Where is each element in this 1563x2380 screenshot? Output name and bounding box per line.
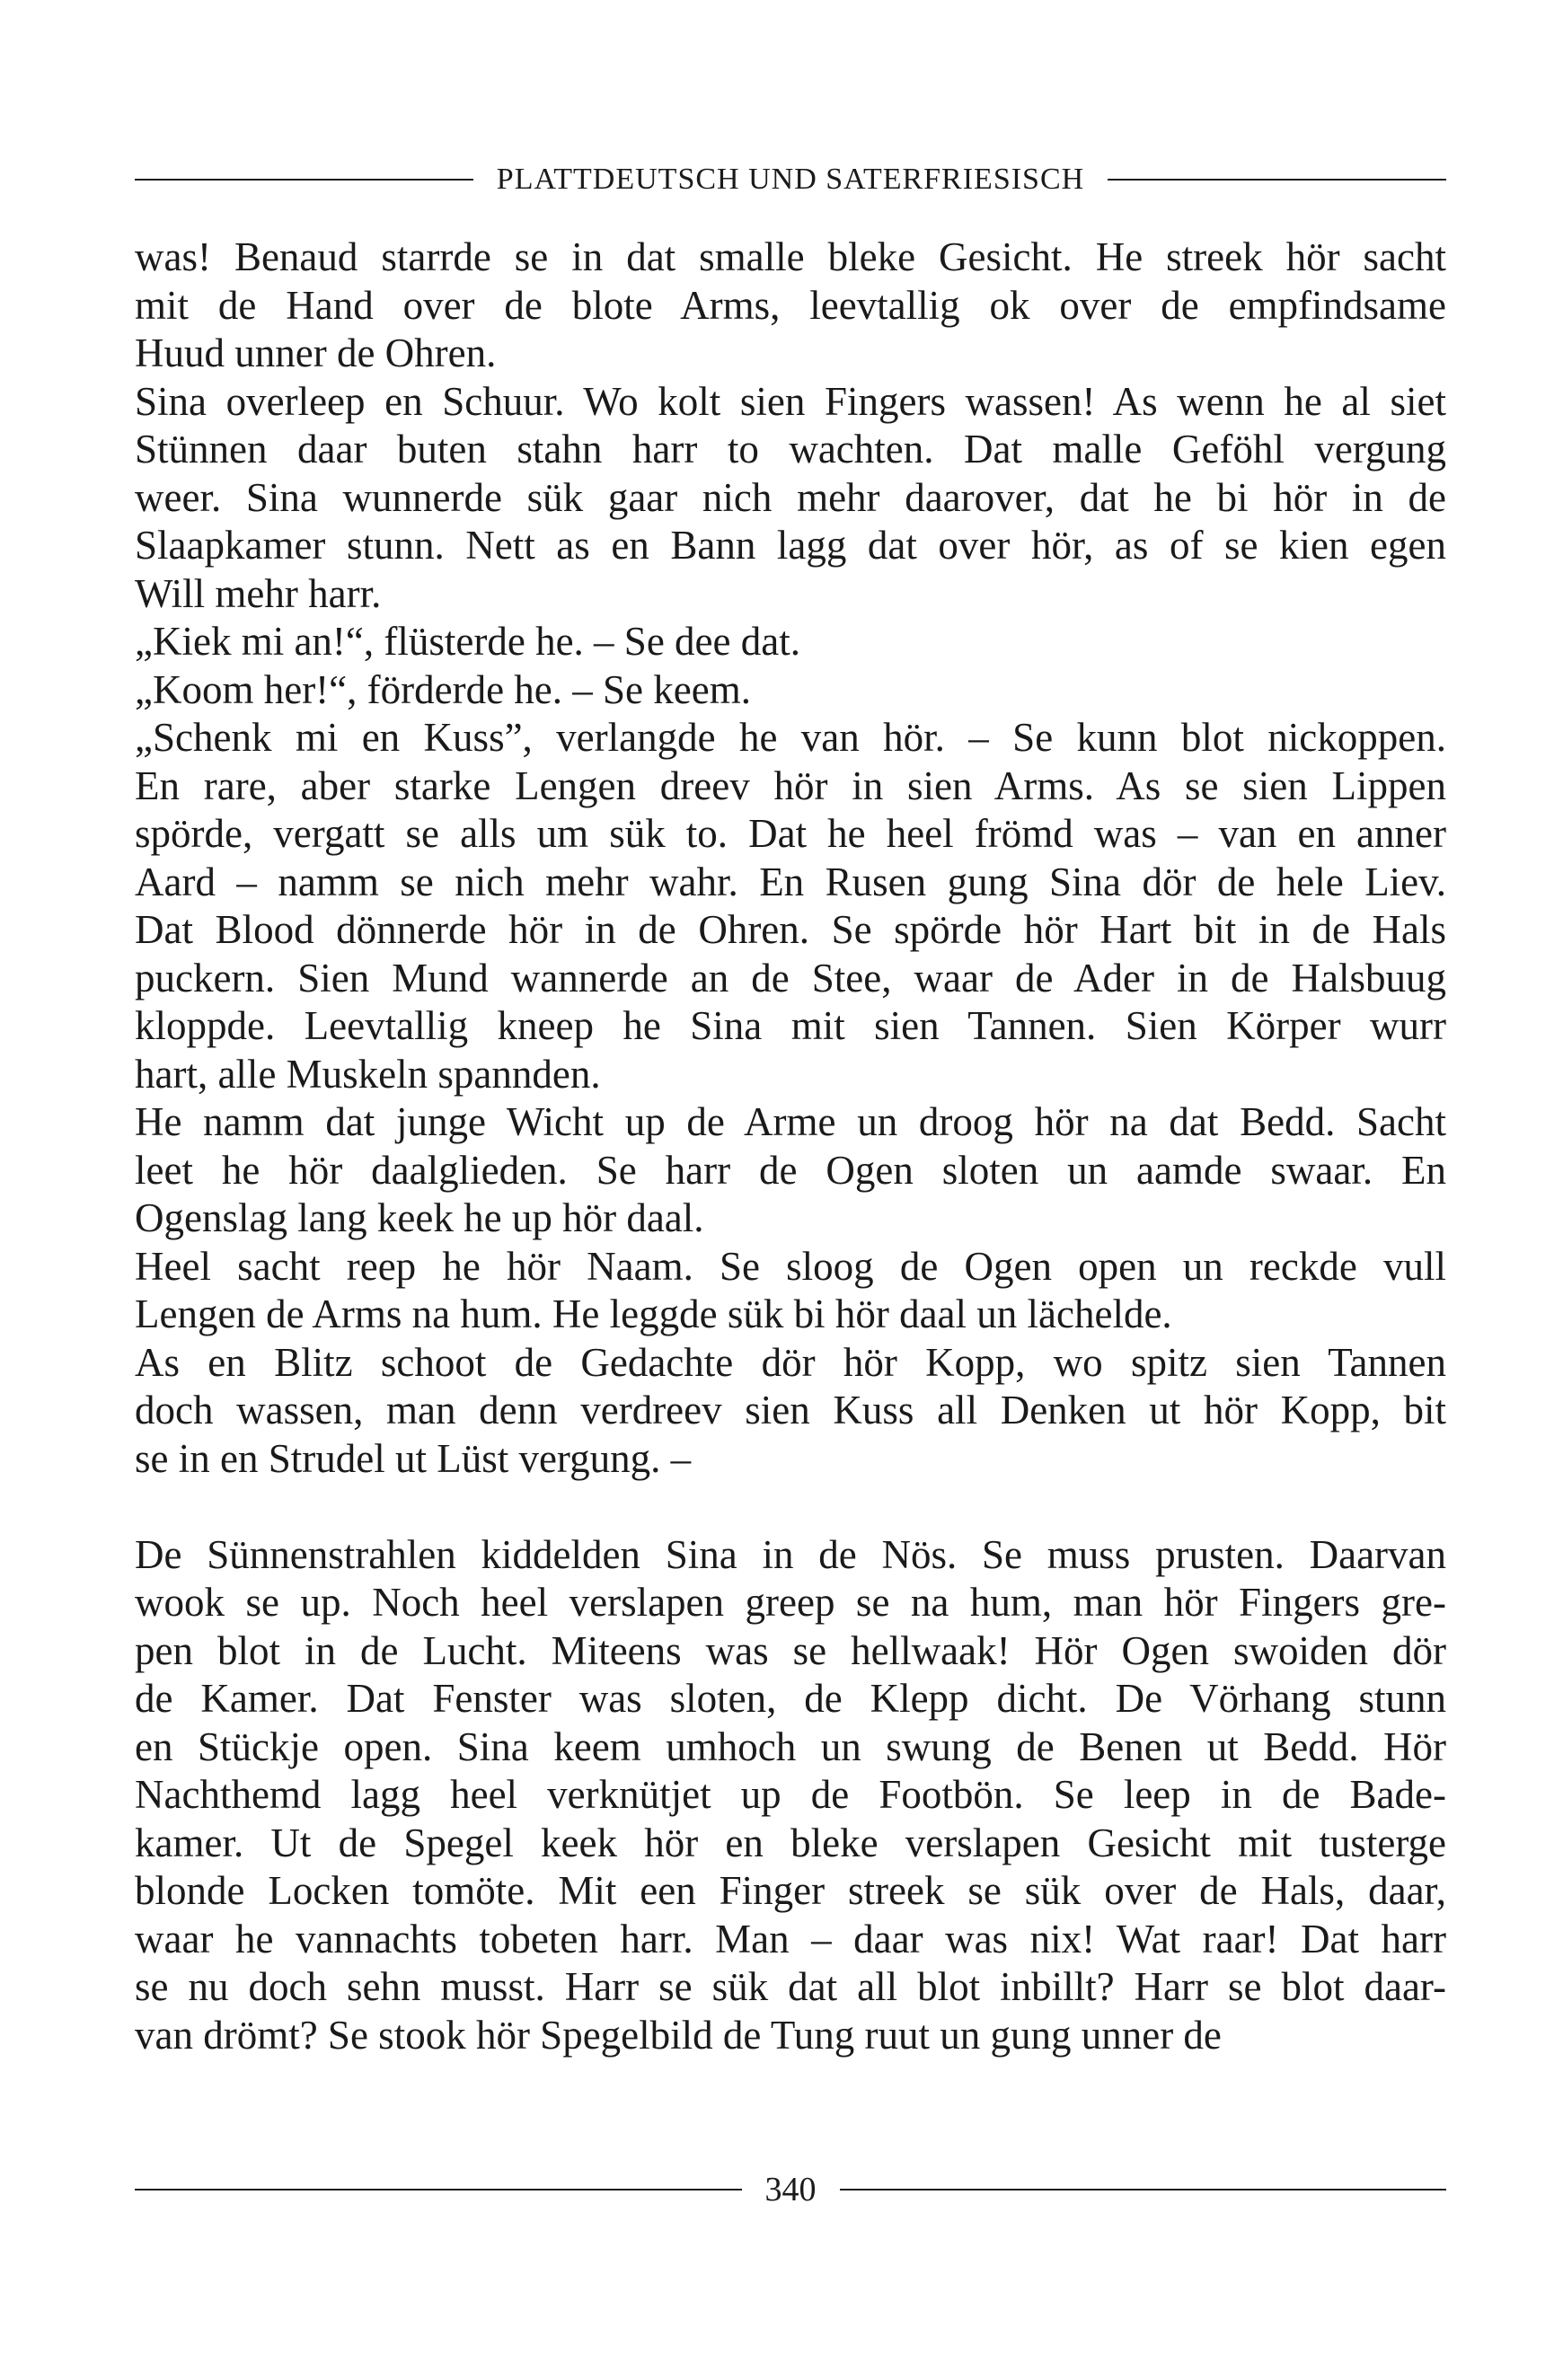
text-line: Stünnen daar buten stahn harr to wachten. Dat malle Geföhl vergung [135, 427, 1446, 472]
text-line: En rare, aber starke Lengen dreev hör in sien Arms. As se sien Lippen [135, 762, 1446, 808]
footer-rule-right [840, 2189, 1447, 2190]
body-text [135, 234, 1446, 2059]
text-line: Nachthemd lagg heel verknütjet up de Footbön. Se leep in de Bade- [135, 1772, 1446, 1817]
text-line: wook se up. Noch heel verslapen greep se na hum, man hör Fingers gre- [135, 1580, 1446, 1625]
text-line: kamer. Ut de Spegel keek hör en bleke verslapen Gesicht mit tusterge [135, 1820, 1446, 1865]
text-line: „Schenk mi en Kuss”, verlangde he van hör. – Se kunn blot nickoppen. [135, 715, 1446, 760]
text-line: se nu doch sehn musst. Harr se sük dat all blot inbillt? Harr se blot daar- [135, 1964, 1446, 2009]
text-line: Dat Blood dönnerde hör in de Ohren. Se spörde hör Hart bit in de Hals [135, 907, 1446, 952]
text-line: blonde Locken tomöte. Mit een Finger streek se sük over de Hals, daar, [135, 1868, 1446, 1913]
paragraph [135, 618, 1446, 666]
text-line: hart, alle Muskeln spannden. [135, 1051, 601, 1097]
paragraph [135, 1339, 1446, 1484]
running-header [135, 153, 1446, 207]
paragraph [135, 1243, 1446, 1339]
paragraph [135, 666, 1446, 715]
text-line: Sina overleep en Schuur. Wo kolt sien Fingers wassen! As wenn he al siet [135, 378, 1446, 424]
header-rule-right [1108, 179, 1446, 181]
paragraph [135, 378, 1446, 619]
text-line: He namm dat junge Wicht up de Arme un droog hör na dat Bedd. Sacht [135, 1099, 1446, 1144]
text-line: leet he hör daalglieden. Se harr de Ogen sloten un aamde swaar. En [135, 1147, 1446, 1193]
text-line: „Koom her!“, förderde he. – Se keem. [135, 666, 751, 712]
text-line: waar he vannachts tobeten harr. Man – daar was nix! Wat raar! Dat harr [135, 1916, 1446, 1961]
text-line: „Kiek mi an!“, flüsterde he. – Se dee dat. [135, 619, 800, 664]
text-line: De Sünnenstrahlen kiddelden Sina in de Nös. Se muss prusten. Daarvan [135, 1531, 1446, 1577]
page-footer [135, 2163, 1446, 2217]
text-line: Huud unner de Ohren. [135, 331, 497, 375]
text-line: puckern. Sien Mund wannerde an de Stee, waar de Ader in de Halsbuug [135, 955, 1446, 1000]
header-rule-left [135, 179, 473, 181]
text-line: Lengen de Arms na hum. He leggde sük bi hör daal un lächelde. [135, 1291, 1172, 1336]
text-line: doch wassen, man denn verdreev sien Kuss all Denken ut hör Kopp, bit [135, 1388, 1446, 1432]
text-line: de Kamer. Dat Fenster was sloten, de Klepp dicht. De Vörhang stunn [135, 1676, 1446, 1721]
text-line: se in en Strudel ut Lüst vergung. – [135, 1435, 692, 1481]
paragraph [135, 714, 1446, 1098]
text-line: Aard – namm se nich mehr wahr. En Rusen gung Sina dör de hele Liev. [135, 859, 1446, 904]
text-line: As en Blitz schoot de Gedachte dör hör Kopp, wo spitz sien Tannen [135, 1339, 1446, 1385]
text-line: weer. Sina wunnerde sük gaar nich mehr daarover, dat he bi hör in de [135, 474, 1446, 520]
section-break [135, 1483, 1446, 1531]
text-line: en Stückje open. Sina keem umhoch un swung de Benen ut Bedd. Hör [135, 1723, 1446, 1769]
header-title: PLATTDEUTSCH UND SATERFRIESISCH [496, 163, 1085, 196]
paragraph [135, 1098, 1446, 1243]
paragraph [135, 1531, 1446, 2060]
text-line: Will mehr harr. [135, 570, 382, 616]
page-number: 340 [764, 2171, 817, 2208]
text-line: spörde, vergatt se alls um sük to. Dat he heel frömd was – van en anner [135, 811, 1446, 856]
paragraph [135, 234, 1446, 378]
text-line: mit de Hand over de blote Arms, leevtallig ok over de empfindsame [135, 282, 1446, 328]
text-line: Heel sacht reep he hör Naam. Se sloog de Ogen open un reckde vull [135, 1243, 1446, 1289]
footer-rule-left [135, 2189, 742, 2190]
text-line: van drömt? Se stook hör Spegelbild de Tung ruut un gung unner de [135, 2012, 1222, 2058]
text-line: Ogenslag lang keek he up hör daal. [135, 1195, 704, 1240]
text-line: pen blot in de Lucht. Miteens was se hellwaak! Hör Ogen swoiden dör [135, 1627, 1446, 1673]
text-line: kloppde. Leevtallig kneep he Sina mit sien Tannen. Sien Körper wurr [135, 1003, 1446, 1048]
text-line: Slaapkamer stunn. Nett as en Bann lagg dat over hör, as of se kien egen [135, 523, 1446, 568]
text-line: was! Benaud starrde se in dat smalle bleke Gesicht. He streek hör sacht [135, 234, 1446, 279]
